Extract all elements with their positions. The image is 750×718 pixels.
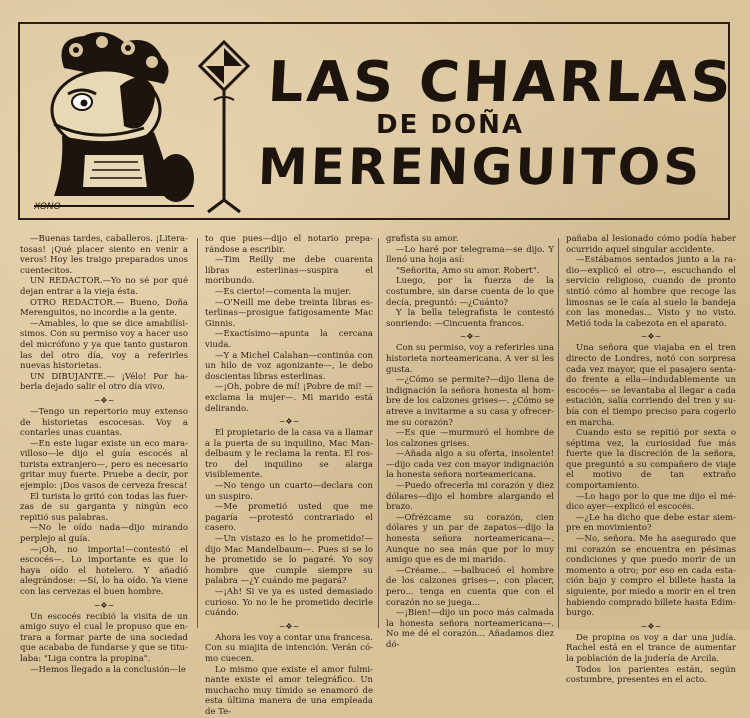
microphone-lamp-icon [196, 40, 252, 216]
title-line-3: MERENGUITOS [256, 138, 704, 196]
ornament-divider: ~❖~ [459, 332, 481, 342]
dona-merenguitos-illustration [24, 28, 202, 216]
paragraph: "Señorita, Amo su amor. Robert". [396, 265, 540, 276]
paragraph: —Créame... —balbuceó el hombre de los calzones grises—, con placer, pero... tenga en cuenta que con el corazón no se juega... [386, 565, 554, 608]
article-body [0, 234, 750, 717]
paragraph: —Lo haré por telegrama—se dijo. Y llenó una hoja así: [386, 244, 554, 266]
column-rule [378, 238, 379, 628]
paragraph: —Me prometió usted que me pagaría —protestó contrariado el casero. [205, 502, 373, 534]
paragraph: Ahora les voy a contar una francesa. Con su miajita de intención. Verán cómo cuecen. [205, 632, 373, 664]
paragraph: —No, señora. Me ha asegurado que mi corazón se encuentra en pésimas condiciones y que puedo morir de un momento a otro; por eso en cada estación bajo y compro el billete hasta la siguiente, por miedo a morir en el tren habiendo comprado billete hasta Edimburgo. [566, 534, 736, 619]
paragraph: Un escocés recibió la visita de un amigo suyo el cual le propuso que entrara a formar parte de una sociedad que acababa de fundarse y que se titulaba: "Liga contra la propina". [20, 611, 188, 664]
ornament-divider: ~❖~ [93, 395, 115, 405]
ornament-divider: ~❖~ [278, 621, 300, 631]
ornament-divider: ~❖~ [93, 600, 115, 610]
paragraph: —Amables, lo que se dice amabilísisimos. Con su permiso voy a hacer uso del micrófono y ya que tanto gustaron las del otro día, voy a referirles nuevas historietas. [20, 318, 188, 372]
paragraph: —Buenas tardes, caballeros. ¡Literatosas! ¡Qué placer siento en venir a veros! Hoy les traigo preparados unos cuentecitos. [20, 234, 188, 276]
paragraph: —Hemos llegado a la conclusión—le [30, 664, 186, 675]
column-2 [205, 234, 373, 717]
paragraph: El turista lo gritó con todas las fuerzas de su garganta y ningún eco repitió sus palabras. [20, 491, 188, 523]
paragraph: Y la bella telegrafista le contestó sonriendo: —Cincuenta francos. [386, 308, 554, 329]
paragraph: Todos los parientes están, según costumbre, presentes en el acto. [566, 664, 736, 686]
paragraph: —¡Ah! Si ve ya es usted demasiado curioso. Yo no le he prometido decirle cuándo. [205, 587, 373, 619]
paragraph: —No le oído nada—dijo mirando perplejo al guía. [20, 523, 188, 545]
paragraph: —Lo hago por lo que me dijo el médico ayer—explicó el escocés. [566, 491, 736, 513]
paragraph: Lo mismo que existe el amor fulminante existe el amor telegráfico. Un muchacho muy tímido se enamoró de esta última manera de una empleada de Te- [205, 664, 373, 717]
paragraph: —Un vistazo es lo he prometido!— dijo Mac Mandelbaum—. Pues si se lo he prometido se lo pagaré. Yo soy hombre que cumple siempre su palabra —¿Y cuándo me pagará? [205, 534, 373, 587]
title-line-1: LAS CHARLAS [266, 50, 736, 115]
paragraph: Luego, por la fuerza de la costumbre, sin darse cuenta de lo que decía, preguntó: —¿Cuánto? [386, 276, 554, 308]
title-line-2: DE DOÑA [376, 110, 524, 140]
paragraph: —En este lugar existe un eco maravilloso—le dijo el guía escocés al turista extranjero—, pero es necesario gritar muy fuerte. Pruebe a decir, por ejemplo: ¡Dos vasos de cerveza fresca! [20, 438, 188, 492]
paragraph: —Tim Reilly me debe cuarenta libras esterlinas—suspira el moribundo. [205, 255, 373, 287]
paragraph: —¡Bien!—dijo un poco más calmada la honesta señora norteamericana—. No me dé el corazón... Añadamos diez dó- [386, 608, 554, 650]
paragraph: El propietario de la casa va a llamar a la puerta de su inquilino, Mac Mandelbaum y le reclama la renta. El rostro del inquilino se alarga visiblemente. [205, 428, 373, 481]
column-rule [197, 238, 198, 628]
column-1 [20, 234, 188, 675]
paragraph: —Ofrézcame su corazón, cien dólares y un par de zapatos—dijo la honesta señora norteamericana—. Aunque no sea más que por lo muy amigo que es de mi marido. [386, 512, 554, 566]
paragraph: —O'Neill me debe treinta libras esterlinas—prosigue fatigosamente Mac Ginnis. [205, 297, 373, 329]
paragraph: —¡Oh, no importa!—contestó el escocés—. Lo importante es que lo haya oído el hotelero. Y añadió alegrándose: —Sí, lo ha oído. Ya viene con las cervezas el buen hombre. [20, 544, 188, 597]
column-4 [566, 234, 736, 686]
column-rule [558, 238, 559, 628]
paragraph: Una señora que viajaba en el tren directo de Londres, notó con sorpresa cada vez mayor, que el pasajero sentado frente a ella—indudablemente un escocés— se levantaba al llegar a cada estación, salía corriendo del tren y subía con el tiempo preciso para cogerlo en marcha. [566, 343, 736, 428]
artist-signature: XONO [34, 202, 61, 212]
ornament-divider: ~❖~ [640, 332, 662, 342]
paragraph: —Exactísimo—apunta la cercana viuda. [205, 329, 373, 350]
paragraph: —¿Cómo se permite?—dijo llena de indignación la señora honesta al hombre de los calzones grises—. ¿Cómo se atreve a invitarme a su casa y ofrecerme su corazón? [386, 375, 554, 428]
paragraph: Con su permiso, voy a referirles una historieta norteamericana. A ver si les gusta. [386, 343, 554, 375]
paragraph: Cuando esto se repitió por sexta o séptima vez, la curiosidad fue más fuerte que la discreción de la señora, que preguntó a su compañero de viaje el motivo de tan extraño comportamiento. [566, 428, 736, 492]
paragraph: —Añada algo a su oferta, insolente! —dijo cada vez con mayor indignación la honesta señora norteamericana. [386, 449, 554, 481]
paragraph: —Estábamos sentados junto a la radio—explicó el otro—, escuchando el servicio religioso, cuando de pronto sintió cómo al hombre que recoge las limosnas se le caía al suelo la bandeja con las monedas... Visto y no visto. Metió toda la cabezota en el aparato. [566, 255, 736, 329]
paragraph: —Es que —murmuró el hombre de los calzones grises. [386, 428, 554, 449]
paragraph: —Tengo un repertorio muy extenso de historietas escocesas. Voy a contarles unas cuantas. [20, 406, 188, 439]
paragraph: —¡Oh, pobre de mí! ¡Pobre de mí! —exclama la mujer—. Mi marido está delirando. [205, 382, 373, 414]
paragraph: —Es cierto!—comenta la mujer. [215, 286, 351, 297]
paragraph: OTRO REDACTOR.— Bueno, Doña Merenguitos, no incordie a la gente. [20, 297, 188, 319]
paragraph: grafista su amor. [386, 234, 459, 244]
paragraph: UN REDACTOR.—Yo no sé por qué dejan entrar a la vieja ésta. [20, 276, 188, 297]
column-3 [386, 234, 554, 650]
paragraph: pañaba al lesionado cómo podía haber ocurrido aquel singular accidente. [566, 234, 736, 255]
paragraph: UN DIBUJANTE.— ¡Vélo! Por haberla dejado salir el otro día vivo. [20, 371, 188, 393]
ornament-divider: ~❖~ [278, 417, 300, 427]
paragraph: —Y a Michel Calahan—continúa con un hilo de voz agonizante—, le debo doscientas libras esterlinas. [205, 350, 373, 382]
paragraph: to que pues—dijo el notario preparándose a escribir. [205, 234, 373, 255]
paragraph: —¿Le ha dicho que debe estar siempre en movimiento? [566, 512, 736, 534]
paragraph: De propina os voy a dar una judía. Rachel está en el trance de aumentar la población de la judería de Arcila. [566, 632, 736, 664]
paragraph: —Puedo ofrecerla mi corazón y diez dólares—dijo el hombre alargando el brazo. [386, 481, 554, 513]
ornament-divider: ~❖~ [640, 621, 662, 631]
paragraph: —No tengo un cuarto—declara con un suspiro. [205, 481, 373, 502]
